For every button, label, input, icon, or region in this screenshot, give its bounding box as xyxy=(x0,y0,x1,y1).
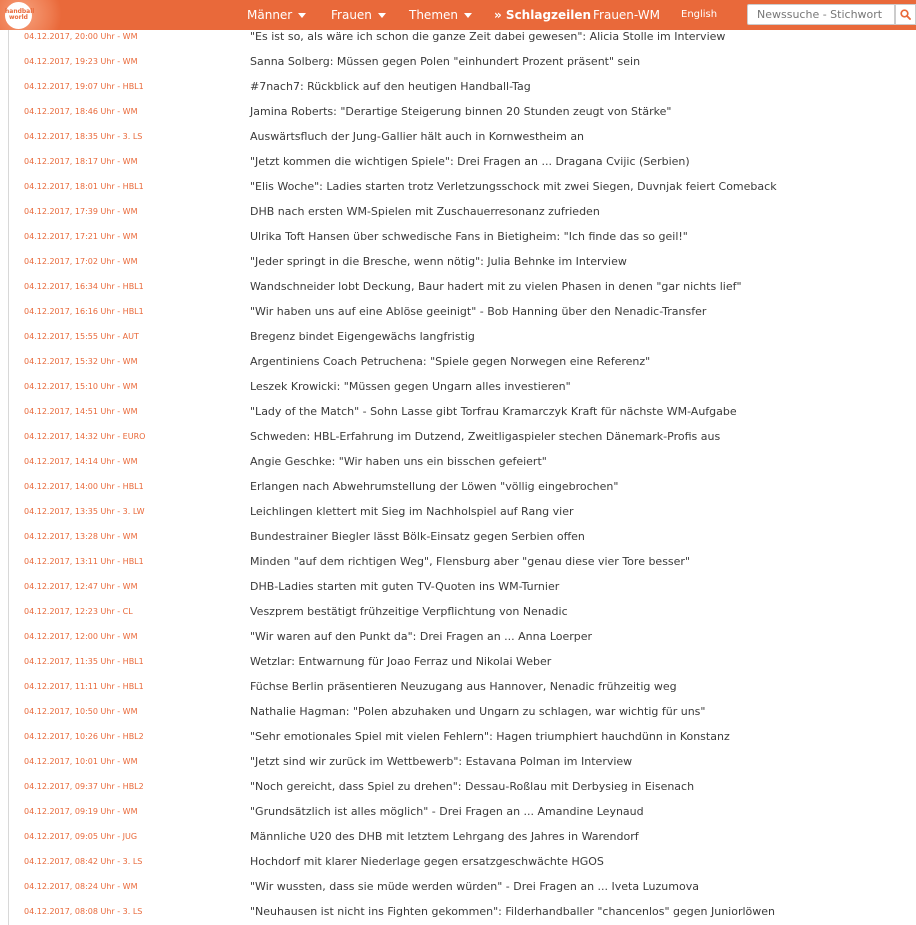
news-item xyxy=(0,824,916,849)
news-date: 04.12.2017, 12:23 Uhr - CL xyxy=(24,607,133,616)
news-date: 04.12.2017, 08:24 Uhr - WM xyxy=(24,882,138,891)
news-item xyxy=(0,449,916,474)
news-item xyxy=(0,724,916,749)
news-headline-link[interactable]: Wetzlar: Entwarnung für Joao Ferraz und Nikolai Weber xyxy=(250,655,552,668)
news-date: 04.12.2017, 15:32 Uhr - WM xyxy=(24,357,138,366)
news-item xyxy=(0,524,916,549)
news-headline-link[interactable]: Jamina Roberts: "Derartige Steigerung binnen 20 Stunden zeugt von Stärke" xyxy=(250,105,672,118)
news-headline-link[interactable]: Leichlingen klettert mit Sieg im Nachholspiel auf Rang vier xyxy=(250,505,574,518)
news-headline-link[interactable]: "Wir waren auf den Punkt da": Drei Fragen an ... Anna Loerper xyxy=(250,630,593,643)
news-headline-link[interactable]: Schweden: HBL-Erfahrung im Dutzend, Zweitligaspieler stechen Dänemark-Profis aus xyxy=(250,430,721,443)
caret-down-icon xyxy=(298,13,306,18)
news-headline-link[interactable]: #7nach7: Rückblick auf den heutigen Handball-Tag xyxy=(250,80,531,93)
news-date: 04.12.2017, 20:00 Uhr - WM xyxy=(24,32,138,41)
news-date: 04.12.2017, 08:08 Uhr - 3. LS xyxy=(24,907,143,916)
news-item xyxy=(0,874,916,899)
news-date: 04.12.2017, 10:01 Uhr - WM xyxy=(24,757,138,766)
news-item xyxy=(0,149,916,174)
news-date: 04.12.2017, 11:11 Uhr - HBL1 xyxy=(24,682,144,691)
nav-frauen[interactable] xyxy=(331,0,386,30)
news-headline-link[interactable]: Füchse Berlin präsentieren Neuzugang aus Hannover, Nenadic frühzeitig weg xyxy=(250,680,677,693)
news-date: 04.12.2017, 17:39 Uhr - WM xyxy=(24,207,138,216)
news-item xyxy=(0,349,916,374)
news-item xyxy=(0,274,916,299)
logo-text: handball world xyxy=(5,8,35,21)
news-headline-link[interactable]: Erlangen nach Abwehrumstellung der Löwen "völlig eingebrochen" xyxy=(250,480,619,493)
news-date: 04.12.2017, 09:05 Uhr - JUG xyxy=(24,832,138,841)
news-item xyxy=(0,574,916,599)
news-item xyxy=(0,224,916,249)
news-headline-link[interactable]: Männliche U20 des DHB mit letztem Lehrgang des Jahres in Warendorf xyxy=(250,830,639,843)
news-date: 04.12.2017, 12:00 Uhr - WM xyxy=(24,632,138,641)
site-logo[interactable] xyxy=(0,0,66,30)
news-date: 04.12.2017, 14:51 Uhr - WM xyxy=(24,407,138,416)
news-date: 04.12.2017, 19:23 Uhr - WM xyxy=(24,57,138,66)
news-date: 04.12.2017, 17:21 Uhr - WM xyxy=(24,232,138,241)
nav-frauen-label: Frauen xyxy=(331,8,372,22)
news-date: 04.12.2017, 10:50 Uhr - WM xyxy=(24,707,138,716)
caret-down-icon xyxy=(464,13,472,18)
news-headline-link[interactable]: Nathalie Hagman: "Polen abzuhaken und Ungarn zu schlagen, war wichtig für uns" xyxy=(250,705,706,718)
news-item xyxy=(0,699,916,724)
news-item xyxy=(0,199,916,224)
news-date: 04.12.2017, 09:19 Uhr - WM xyxy=(24,807,138,816)
nav-english[interactable]: English xyxy=(681,9,718,20)
news-item xyxy=(0,374,916,399)
nav-schlagzeilen[interactable]: » Schlagzeilen xyxy=(494,8,592,22)
news-item xyxy=(0,324,916,349)
news-item xyxy=(0,49,916,74)
nav-frauen-wm[interactable]: Frauen-WM xyxy=(593,8,660,22)
news-headline-link[interactable]: DHB nach ersten WM-Spielen mit Zuschauerresonanz zufrieden xyxy=(250,205,600,218)
news-item xyxy=(0,499,916,524)
news-headline-link[interactable]: Veszprem bestätigt frühzeitige Verpflichtung von Nenadic xyxy=(250,605,568,618)
news-date: 04.12.2017, 15:55 Uhr - AUT xyxy=(24,332,139,341)
news-headline-link[interactable]: "Wir haben uns auf eine Ablöse geeinigt" - Bob Hanning über den Nenadic-Transfer xyxy=(250,305,707,318)
news-date: 04.12.2017, 14:00 Uhr - HBL1 xyxy=(24,482,144,491)
news-item xyxy=(0,774,916,799)
news-date: 04.12.2017, 16:16 Uhr - HBL1 xyxy=(24,307,144,316)
news-headline-link[interactable]: "Jetzt kommen die wichtigen Spiele": Drei Fragen an ... Dragana Cvijic (Serbien) xyxy=(250,155,690,168)
news-item xyxy=(0,74,916,99)
news-item xyxy=(0,899,916,924)
news-item xyxy=(0,99,916,124)
news-date: 04.12.2017, 12:47 Uhr - WM xyxy=(24,582,138,591)
nav-maenner[interactable] xyxy=(247,0,306,30)
news-headline-link[interactable]: DHB-Ladies starten mit guten TV-Quoten ins WM-Turnier xyxy=(250,580,560,593)
news-headline-link[interactable]: Bregenz bindet Eigengewächs langfristig xyxy=(250,330,475,343)
news-headline-link[interactable]: Bundestrainer Biegler lässt Bölk-Einsatz gegen Serbien offen xyxy=(250,530,585,543)
news-item xyxy=(0,849,916,874)
news-date: 04.12.2017, 13:11 Uhr - HBL1 xyxy=(24,557,144,566)
news-item xyxy=(0,124,916,149)
news-date: 04.12.2017, 13:28 Uhr - WM xyxy=(24,532,138,541)
news-list xyxy=(0,24,916,924)
nav-themen[interactable] xyxy=(409,0,472,30)
news-headline-link[interactable]: "Wir wussten, dass sie müde werden würden" - Drei Fragen an ... Iveta Luzumova xyxy=(250,880,699,893)
news-date: 04.12.2017, 10:26 Uhr - HBL2 xyxy=(24,732,144,741)
news-date: 04.12.2017, 17:02 Uhr - WM xyxy=(24,257,138,266)
news-item xyxy=(0,474,916,499)
nav-themen-label: Themen xyxy=(409,8,458,22)
news-date: 04.12.2017, 19:07 Uhr - HBL1 xyxy=(24,82,144,91)
news-headline-link[interactable]: "Jeder springt in die Bresche, wenn nötig": Julia Behnke im Interview xyxy=(250,255,627,268)
news-headline-link[interactable]: "Lady of the Match" - Sohn Lasse gibt Torfrau Kramarczyk Kraft für nächste WM-Aufgabe xyxy=(250,405,737,418)
news-headline-link[interactable]: "Sehr emotionales Spiel mit vielen Fehlern": Hagen triumphiert hauchdünn in Konstanz xyxy=(250,730,730,743)
news-date: 04.12.2017, 15:10 Uhr - WM xyxy=(24,382,138,391)
news-item xyxy=(0,249,916,274)
news-headline-link[interactable]: "Jetzt sind wir zurück im Wettbewerb": Estavana Polman im Interview xyxy=(250,755,633,768)
news-headline-link[interactable]: "Neuhausen ist nicht ins Fighten gekommen": Filderhandballer "chancenlos" gegen Juniorlöwen xyxy=(250,905,776,918)
news-date: 04.12.2017, 14:32 Uhr - EURO xyxy=(24,432,146,441)
news-item xyxy=(0,549,916,574)
news-headline-link[interactable]: Auswärtsfluch der Jung-Gallier hält auch in Kornwestheim an xyxy=(250,130,585,143)
news-headline-link[interactable]: "Grundsätzlich ist alles möglich" - Drei Fragen an ... Amandine Leynaud xyxy=(250,805,644,818)
news-search-input[interactable] xyxy=(747,4,895,25)
news-date: 04.12.2017, 18:01 Uhr - HBL1 xyxy=(24,182,144,191)
caret-down-icon xyxy=(378,13,386,18)
news-date: 04.12.2017, 08:42 Uhr - 3. LS xyxy=(24,857,143,866)
news-item xyxy=(0,599,916,624)
news-date: 04.12.2017, 13:35 Uhr - 3. LW xyxy=(24,507,145,516)
news-headline-link[interactable]: "Elis Woche": Ladies starten trotz Verletzungsschock mit zwei Siegen, Duvnjak feiert Comeback xyxy=(250,180,777,193)
news-headline-link[interactable]: Minden "auf dem richtigen Weg", Flensburg aber "genau diese vier Tore besser" xyxy=(250,555,691,568)
news-item xyxy=(0,749,916,774)
news-date: 04.12.2017, 14:14 Uhr - WM xyxy=(24,457,138,466)
news-headline-link[interactable]: Sanna Solberg: Müssen gegen Polen "einhundert Prozent präsent" sein xyxy=(250,55,641,68)
search-icon xyxy=(900,9,911,20)
news-date: 04.12.2017, 18:17 Uhr - WM xyxy=(24,157,138,166)
news-headline-link[interactable]: Hochdorf mit klarer Niederlage gegen ersatzgeschwächte HGOS xyxy=(250,855,604,868)
news-item xyxy=(0,649,916,674)
news-headline-link[interactable]: "Es ist so, als wäre ich schon die ganze Zeit dabei gewesen": Alicia Stolle im Interview xyxy=(250,30,726,43)
news-item xyxy=(0,424,916,449)
news-item xyxy=(0,674,916,699)
nav-maenner-label: Männer xyxy=(247,8,293,22)
news-item xyxy=(0,399,916,424)
news-headline-link[interactable]: Ulrika Toft Hansen über schwedische Fans in Bietigheim: "Ich finde das so geil!" xyxy=(250,230,688,243)
news-headline-link[interactable]: "Noch gereicht, dass Spiel zu drehen": Dessau-Roßlau mit Derbysieg in Eisenach xyxy=(250,780,695,793)
news-headline-link[interactable]: Angie Geschke: "Wir haben uns ein bisschen gefeiert" xyxy=(250,455,547,468)
news-item xyxy=(0,624,916,649)
news-date: 04.12.2017, 18:35 Uhr - 3. LS xyxy=(24,132,143,141)
news-date: 04.12.2017, 16:34 Uhr - HBL1 xyxy=(24,282,144,291)
news-item xyxy=(0,174,916,199)
news-item xyxy=(0,299,916,324)
news-headline-link[interactable]: Leszek Krowicki: "Müssen gegen Ungarn alles investieren" xyxy=(250,380,571,393)
top-navigation-bar xyxy=(0,0,916,30)
search-button[interactable] xyxy=(895,4,916,25)
news-headline-link[interactable]: Argentiniens Coach Petruchena: "Spiele gegen Norwegen eine Referenz" xyxy=(250,355,651,368)
news-date: 04.12.2017, 09:37 Uhr - HBL2 xyxy=(24,782,144,791)
news-headline-link[interactable]: Wandschneider lobt Deckung, Baur hadert mit zu vielen Phasen in denen "gar nichts lief" xyxy=(250,280,742,293)
news-item xyxy=(0,799,916,824)
news-date: 04.12.2017, 11:35 Uhr - HBL1 xyxy=(24,657,144,666)
news-date: 04.12.2017, 18:46 Uhr - WM xyxy=(24,107,138,116)
